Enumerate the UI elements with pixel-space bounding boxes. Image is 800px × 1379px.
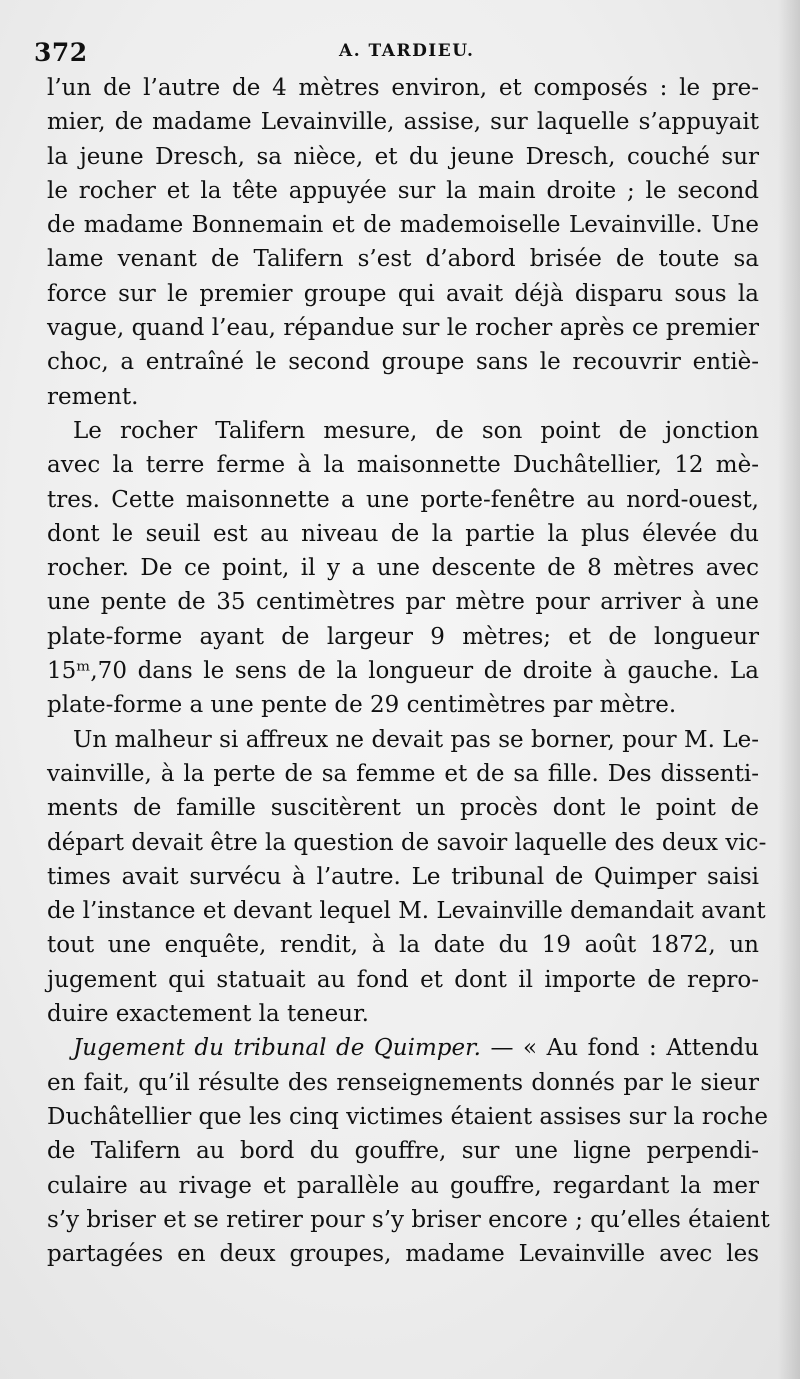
text-line: rement. [47, 383, 139, 410]
judgment-opening: — « Au fond : Attendu [480, 1035, 759, 1062]
page-edge-shadow [778, 0, 800, 1379]
text-line: départ devait être la question de savoir laquelle des deux vic- [47, 829, 767, 856]
text-line: ments de famille suscitèrent un procès dont le point de [47, 795, 759, 822]
judgment-heading-line [47, 1031, 759, 1065]
text-line: rocher. De ce point, il y a une descente de 8 mètres avec [47, 555, 759, 582]
text-line: l’un de l’autre de 4 mètres environ, et composés : le pre- [47, 75, 759, 101]
text-line: Duchâtellier que les cinq victimes étaient assises sur la roche [47, 1103, 769, 1130]
text-line: plate-forme a une pente de 29 centimètres par mètre. [47, 692, 677, 719]
text-line: en fait, qu’il résulte des renseignements donnés par le sieur [47, 1069, 759, 1096]
running-head-author: A. TARDIEU. [339, 41, 475, 61]
text-line: avec la terre ferme à la maisonnette Duchâtellier, 12 mè- [47, 452, 759, 479]
page-number: 372 [34, 38, 88, 67]
text-line: duire exactement la teneur. [47, 1001, 369, 1028]
text-line: dont le seuil est au niveau de la partie la plus élevée du [47, 520, 759, 547]
text-line: vague, quand l’eau, répandue sur le rocher après ce premier [47, 315, 759, 342]
text-line: force sur le premier groupe qui avait déjà disparu sous la [47, 280, 759, 307]
text-line: times avait survécu à l’autre. Le tribunal de Quimper saisi [47, 863, 759, 890]
running-head [34, 38, 764, 68]
text-line: jugement qui statuait au fond et dont il importe de repro- [47, 966, 759, 993]
paragraph-first-line: Un malheur si affreux ne devait pas se borner, pour M. Le- [73, 726, 759, 753]
text-line: de Talifern au bord du gouffre, sur une ligne perpendi- [47, 1138, 759, 1165]
paragraph-first-line: Le rocher Talifern mesure, de son point de jonction [73, 417, 759, 444]
text-line: le rocher et la tête appuyée sur la main droite ; le second [47, 177, 759, 204]
text-line: 15ᵐ,70 dans le sens de la longueur de droite à gauche. La [47, 658, 759, 685]
text-body [47, 71, 770, 1271]
text-line: tout une enquête, rendit, à la date du 19 août 1872, un [47, 932, 759, 959]
text-line: tres. Cette maisonnette a une porte-fenêtre au nord-ouest, [47, 486, 759, 513]
text-line: plate-forme ayant de largeur 9 mètres; et de longueur [47, 623, 759, 650]
text-line: de madame Bonnemain et de mademoiselle Levainville. Une [47, 212, 759, 239]
text-line: de l’instance et devant lequel M. Levainville demandait avant [47, 898, 766, 925]
text-line: une pente de 35 centimètres par mètre pour arriver à une [47, 589, 759, 616]
text-line: la jeune Dresch, sa nièce, et du jeune Dresch, couché sur [47, 143, 759, 170]
text-line: lame venant de Talifern s’est d’abord brisée de toute sa [47, 246, 759, 273]
text-line: s’y briser et se retirer pour s’y briser encore ; qu’elles étaient [47, 1206, 770, 1233]
judgment-title: Jugement du tribunal de Quimper. [73, 1035, 481, 1062]
text-line: vainville, à la perte de sa femme et de sa fille. Des dissenti- [47, 760, 759, 787]
text-line: partagées en deux groupes, madame Levainville avec les [47, 1241, 759, 1268]
text-line: choc, a entraîné le second groupe sans le recouvrir entiè- [47, 349, 759, 376]
text-line: culaire au rivage et parallèle au gouffre, regardant la mer [47, 1172, 759, 1199]
text-line: mier, de madame Levainville, assise, sur laquelle s’appuyait [47, 109, 759, 136]
